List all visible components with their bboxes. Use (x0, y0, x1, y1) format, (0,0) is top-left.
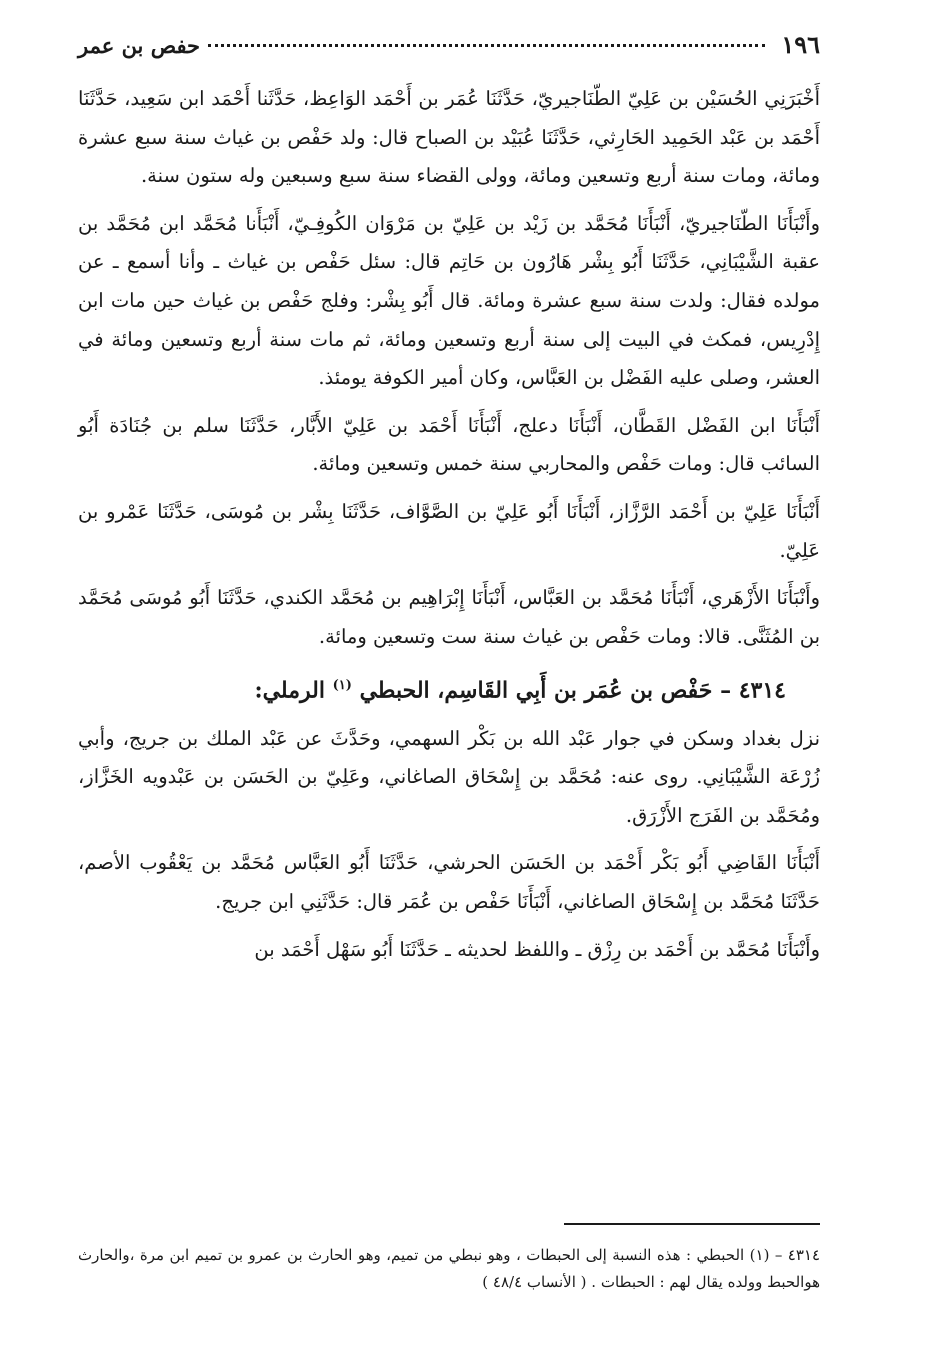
entry-heading (78, 665, 820, 711)
footnote-reference[interactable]: (١) (332, 678, 352, 694)
paragraph: أَخْبَرَنِي الحُسَيْن بن عَلِيّ الطّنَاجيريّ، حَدَّثَنَا عُمَر بن أَحْمَد الوَاعِظ، حَدَّثَنا أَحْمَد ابن سَعِيد، حَدَّثَنَا أَحْمَد بن عَبْد الحَمِيد الحَارِثي، حَدَّثَنَا عُبَيْد بن الصباح قال: ولد حَفْص بن غياث سنة سبع عشرة ومائة، ومات سنة أربع وتسعين ومائة، وولى القضاء سنة سبع وسبعين وله ستون سنة. (78, 87, 820, 188)
paragraph: وأَنْبَأَنَا مُحَمَّد بن أَحْمَد بن رِزْق ـ واللفظ لحديثه ـ حَدَّثَنَا أَبُو سَهْل أَحْمَد بن (254, 937, 820, 961)
paragraph: نزل بغداد وسكن في جوار عَبْد الله بن بَكْر السهمي، وحَدَّثَ عن عَبْد الملك بن جريج، وأبي زُرْعَة الشَّيْبَانِي. روى عنه: مُحَمَّد بن إِسْحَاق الصاغاني، وعَلِيّ بن الحَسَن بن عَبْدويه الخَزَّاز، ومُحَمَّد بن الفَرَج الأَزْرَق. (78, 726, 820, 827)
paragraph: وأَنْبَأَنَا الأَزْهَري، أَنْبَأَنَا مُحَمَّد بن العَبَّاس، أَنْبَأَنَا إِبْرَاهِيم بن مُحَمَّد الكندي، حَدَّثَنَا أَبُو مُوسَى مُحَمَّد بن المُثَنَّى. قالا: ومات حَفْص بن غياث سنة ست وتسعين ومائة. (78, 586, 820, 648)
paragraph: أَنْبَأَنَا القَاضِي أَبُو بَكْر أَحْمَد بن الحَسَن الحرشي، حَدَّثَنَا أَبُو العَبَّاس مُحَمَّد بن يَعْقُوب الأصم، حَدَّثَنَا مُحَمَّد بن إِسْحَاق الصاغاني، أَنْبَأَنَا حَفْص بن عُمَر قال: حَدَّثَنِي ابن جريج. (78, 851, 820, 914)
footnote: ٤٣١٤ – (١) الحبطي : هذه النسبة إلى الحبطات ، وهو نبطي من تميم، وهو الحارث بن عمرو بن تميم ابن مرة ،والحارث هوالحبط وولده يقال لهم : الحبطات . ( الأنساب ٤٨/٤ ) (78, 1246, 821, 1291)
paragraph: وأَنْبَأَنَا الطّنَاجيريّ، أَنْبَأَنَا مُحَمَّد بن زَيْد بن عَلِيّ بن مَرْوَان الكُوفِـيّ، أَنْبَأَنا مُحَمَّد ابن مُحَمَّد بن عقبة الشَّيْبَانِي، حَدَّثَنَا أَبُو بِشْر هَارُون بن حَاتِم قال: سئل حَفْص بن غياث ـ وأنا أسمع ـ عن مولده فقال: ولدت سنة سبع عشرة ومائة. قال أَبُو بِشْر: وفلج حَفْص بن غياث حين مات ابن إِدْرِيس، فمكث في البيت إلى سنة أربع وتسعين ومائة، ثم مات سنة أربع وتسعين ومائة في العشر، وصلى عليه الفَضْل بن العَبَّاس، وكان أمير الكوفة يومئذ. (78, 211, 820, 390)
running-title: حفص بن عمر (78, 33, 201, 58)
running-header (78, 30, 820, 80)
header-leader-dots (208, 44, 765, 47)
entry-nisba: الرملي: (254, 677, 325, 704)
entry-number: ٤٣١٤ (738, 677, 786, 704)
main-text (78, 80, 820, 969)
entry-dash: – (720, 677, 732, 704)
paragraph: أَنْبَأَنَا عَلِيّ بن أَحْمَد الرَّزَّاز، أَنْبَأَنَا أَبُو عَلِيّ بن الصَّوَّاف، حَدَّثَنَا بِشْر بن مُوسَى، حَدَّثَنَا عَمْرو بن عَلِيّ. (78, 499, 820, 562)
paragraph: أَنْبَأَنَا ابن الفَضْل القَطَّان، أَنْبَأَنَا دعلج، أَنْبَأَنَا أَحْمَد بن عَلِيّ الأَبَّار، حَدَّثَنَا سلم بن جُنَادَة أَبُو السائب قال: ومات حَفْص والمحاربي سنة خمس وتسعين ومائة. (78, 413, 820, 476)
footnote-divider (564, 1223, 820, 1225)
footnotes (78, 1242, 820, 1296)
entry-name: حَفْص بن عُمَر بن أَبِي القَاسِم، الحبطي (359, 677, 713, 704)
page-number: ١٩٦ (781, 30, 820, 59)
book-page (78, 30, 820, 1330)
